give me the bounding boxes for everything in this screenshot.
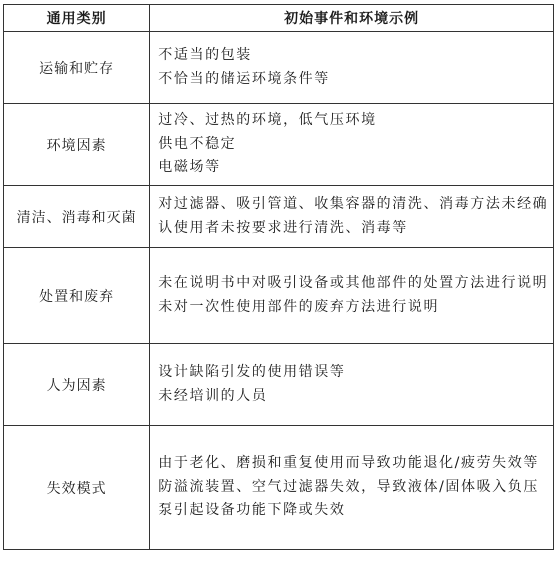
example-line: 未对一次性使用部件的废弃方法进行说明 <box>158 298 440 315</box>
table-row <box>4 426 554 550</box>
header-examples: 初始事件和环境示例 <box>150 5 554 32</box>
table-row <box>4 344 554 426</box>
example-line: 不恰当的储运环境条件等 <box>158 70 330 87</box>
table-header-row <box>4 5 554 32</box>
category-cell: 清洁、消毒和灭菌 <box>4 186 150 248</box>
category-cell: 人为因素 <box>4 344 150 426</box>
example-line: 不适当的包装 <box>158 47 252 63</box>
table-row <box>4 104 554 186</box>
example-line: 防溢流装置、空气过滤器失效，导致液体/固体吸入负压泵引起设备功能下降或失效 <box>158 478 539 519</box>
category-cell: 处置和废弃 <box>4 248 150 344</box>
example-line: 未经培训的人员 <box>158 387 268 404</box>
table-row <box>4 248 554 344</box>
examples-cell <box>150 426 554 550</box>
examples-cell <box>150 248 554 344</box>
category-cell: 运输和贮存 <box>4 32 150 104</box>
example-line: 设计缺陷引发的使用错误等 <box>158 364 346 380</box>
table-row <box>4 32 554 104</box>
example-line: 电磁场等 <box>158 159 221 176</box>
category-cell: 失效模式 <box>4 426 150 550</box>
examples-cell <box>150 32 554 104</box>
category-cell: 环境因素 <box>4 104 150 186</box>
hazard-table <box>3 4 554 550</box>
example-line: 供电不稳定 <box>158 135 237 152</box>
example-line: 由于老化、磨损和重复使用而导致功能退化/疲劳失效等 <box>158 455 539 472</box>
examples-cell <box>150 344 554 426</box>
example-line: 未在说明书中对吸引设备或其他部件的处置方法进行说明 <box>158 275 549 291</box>
table-row <box>4 186 554 248</box>
examples-cell <box>150 186 554 248</box>
example-line: 过冷、过热的环境，低气压环境 <box>158 112 377 129</box>
header-category: 通用类别 <box>4 5 150 32</box>
examples-cell <box>150 104 554 186</box>
example-line: 对过滤器、吸引管道、收集容器的清洗、消毒方法未经确认使用者未按要求进行清洗、消毒等 <box>158 196 549 236</box>
